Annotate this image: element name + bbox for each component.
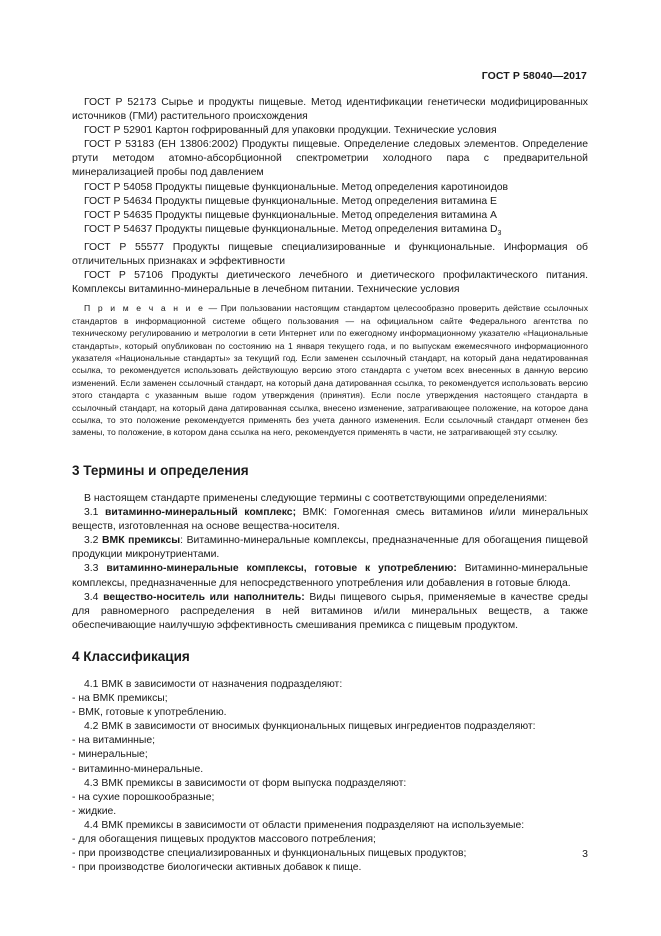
classification-list-item: - на витаминные; xyxy=(72,735,156,747)
reference-title: Продукты пищевые функциональные. Метод определения витамина D xyxy=(155,223,498,235)
reference-item xyxy=(72,269,588,297)
term-number: 3.1 xyxy=(84,507,99,519)
term-text: Виды пищевого сырья, применяемые в качестве среды для равномерного распределения в ней витаминов и/или минеральных веществ, а также обеспечивающие наилучшую эффективность смешивания премикса с пищевым продуктом. xyxy=(72,591,589,631)
reference-item xyxy=(72,195,588,209)
reference-item xyxy=(72,223,588,241)
classification-list-item: - на ВМК премиксы; xyxy=(72,693,168,705)
classification-clause: 4.3 ВМК премиксы в зависимости от форм выпуска подразделяют: xyxy=(84,777,407,789)
page-body xyxy=(72,96,588,875)
reference-code: ГОСТ Р 52173 xyxy=(84,97,157,108)
reference-code: ГОСТ Р 55577 xyxy=(84,242,164,254)
term-definition xyxy=(72,506,588,534)
note-text: — При пользовании настоящим стандартом целесообразно проверить действие ссылочных стандартов в информационной системе общего пользования — на официальном сайте Федерального агентства по техническому регулированию и метрологии в сети Интернет или по ежегодному информационному указателю «Национальные стандарты», который опубликован по состоянию на 1 января текущего года, и по выпускам ежемесячного информационного указателя «Национальные стандарты» за текущий год. Если заменен ссылочный стандарт, на который дана недатированная ссылка, то рекомендуется использовать действующую версию этого стандарта с учетом всех внесенных в данную версию изменений. Если заменен ссылочный стандарт, на который дана датированная ссылка, то рекомендуется использовать версию этого стандарта с указанным выше годом утверждения (принятия). Если после утверждения настоящего стандарта в ссылочный стандарт, на который дана датированная ссылка, внесено изменение, затрагивающее положение, на которое дана ссылка, то это положение рекомендуется применять без учета данного изменения. Если ссылочный стандарт отменен без замены, то положение, в котором дана ссылка на него, рекомендуется применять в части, не затрагивающей эту ссылку. xyxy=(72,303,589,438)
normative-references-list xyxy=(72,96,588,297)
classification-list-item: - при производстве биологически активных добавок к пище. xyxy=(72,862,362,874)
reference-title: Продукты пищевые функциональные. Метод определения витамина Е xyxy=(155,195,497,207)
term-definition xyxy=(72,534,588,562)
document-id-header: ГОСТ Р 58040—2017 xyxy=(481,70,587,82)
page-number: 3 xyxy=(582,848,588,860)
reference-code: ГОСТ Р 54635 xyxy=(84,209,153,221)
classification-list xyxy=(72,678,588,875)
classification-list-item: - для обогащения пищевых продуктов массового потребления; xyxy=(72,834,376,846)
reference-title: Продукты пищевые специализированные и функциональные. Информация об отличительных признаках и эффективности xyxy=(72,242,589,268)
reference-item xyxy=(72,241,588,269)
classification-list-item: - при производстве специализированных и функциональных пищевых продуктов; xyxy=(72,848,467,860)
classification-list-item: - на сухие порошкообразные; xyxy=(72,791,215,803)
reference-item xyxy=(72,124,588,138)
term-name: витаминно-минеральный комплекс; xyxy=(104,507,297,519)
reference-item xyxy=(72,96,588,124)
section-4-heading: 4 Классификация xyxy=(72,648,190,664)
note-label: П р и м е ч а н и е xyxy=(84,303,205,314)
section-3-intro: В настоящем стандарте применены следующие термины с соответствующими определениями: xyxy=(84,492,548,504)
term-definition xyxy=(72,562,588,590)
reference-code: ГОСТ Р 53183 (ЕН 13806:2002) xyxy=(84,139,239,151)
term-text: Витаминно-минеральные комплексы, предназначенные для непосредственного употребления или добавления в готовые блюда. xyxy=(72,563,588,589)
reference-code: ГОСТ Р 52901 xyxy=(84,125,153,137)
reference-code: ГОСТ Р 54637 xyxy=(84,223,153,235)
classification-clause: 4.2 ВМК в зависимости от вносимых функциональных пищевых ингредиентов подразделяют: xyxy=(84,721,536,733)
term-name: ВМК премиксы xyxy=(102,535,181,547)
term-text: : Витаминно-минеральные комплексы, предназначенные для обогащения пищевой продукции микронутриентами. xyxy=(72,535,588,561)
term-name: витаминно-минеральные комплексы, готовые к употреблению: xyxy=(106,563,457,575)
classification-clause: 4.1 ВМК в зависимости от назначения подразделяют: xyxy=(84,678,343,690)
reference-code: ГОСТ Р 54058 xyxy=(84,181,153,193)
terms-list xyxy=(72,506,588,633)
reference-item xyxy=(72,209,588,223)
term-name: вещество-носитель или наполнитель: xyxy=(103,591,305,603)
term-definition xyxy=(72,591,588,633)
reference-title: Сырье и продукты пищевые. Метод идентификации генетически модифицированных источников (ГМИ) растительного происхождения xyxy=(72,97,589,123)
reference-title: Продукты пищевые функциональные. Метод определения витамина А xyxy=(155,209,497,221)
term-number: 3.3 xyxy=(84,563,99,575)
reference-title: Картон гофрированный для упаковки продукции. Технические условия xyxy=(155,125,497,137)
classification-list-item: - ВМК, готовые к употреблению. xyxy=(72,707,227,719)
reference-item xyxy=(72,181,588,195)
reference-title: Продукты пищевые функциональные. Метод определения каротиноидов xyxy=(155,181,509,193)
term-text: ВМК: Гомогенная смесь витаминов и/или минеральных веществ, изготовленная на основе вещества-носителя. xyxy=(72,507,589,533)
note-paragraph xyxy=(72,302,588,438)
reference-code: ГОСТ Р 57106 xyxy=(84,270,164,282)
classification-list-item: - минеральные; xyxy=(72,749,148,761)
classification-list-item: - жидкие. xyxy=(72,805,117,817)
reference-title: Продукты пищевые. Определение следовых элементов. Определение ртути методом атомно-абсорбционной спектрометрии холодного пара с предварительной минерализацией пробы под давлением xyxy=(72,139,588,179)
reference-subscript: 3 xyxy=(497,229,502,237)
section-3-heading: 3 Термины и определения xyxy=(72,462,249,478)
classification-list-item: - витаминно-минеральные. xyxy=(72,763,204,775)
term-number: 3.4 xyxy=(84,591,99,603)
term-number: 3.2 xyxy=(84,535,99,547)
reference-title: Продукты диетического лечебного и диетического профилактического питания. Комплексы витаминно-минеральные в лечебном питании. Технические условия xyxy=(72,270,588,296)
classification-clause: 4.4 ВМК премиксы в зависимости от области применения подразделяют на используемые: xyxy=(84,819,525,831)
reference-item xyxy=(72,138,588,180)
reference-code: ГОСТ Р 54634 xyxy=(84,195,153,207)
